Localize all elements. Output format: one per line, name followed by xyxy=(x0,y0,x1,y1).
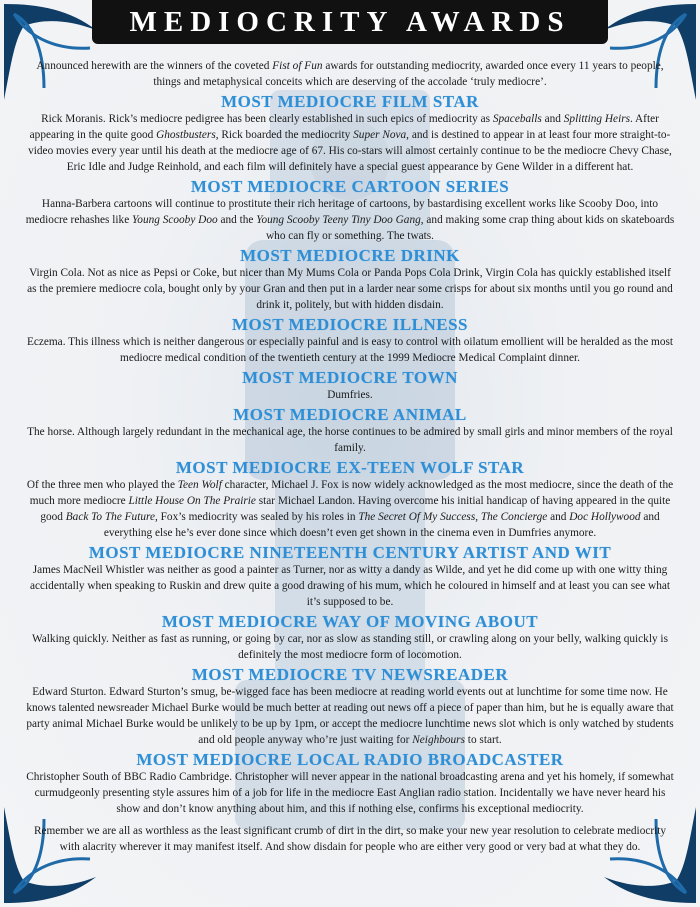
text-run: Dumfries. xyxy=(327,389,373,401)
section-paragraph xyxy=(24,631,676,663)
section-paragraph xyxy=(24,684,676,748)
text-run: Walking quickly. Neither as fast as running, or going by car, nor as slow as standing still, or crawling along on your belly, walking quickly is definitely the most mediocre form of locomotion. xyxy=(32,633,668,661)
text-run: Of the three men who played the xyxy=(26,479,178,491)
text-run: , and is destined to appear in at least four more straight-to-video movies every year until his death at the mediocre age of 67. His co-stars will almost certainly continue to be the mediocre Chevy Chase, Eric Idle and Judge Reinhold, and each film will definitely have a special guest appearance by Gene Wilder in a different hat. xyxy=(28,129,672,173)
section-paragraph xyxy=(24,562,676,610)
section-heading: MOST MEDIOCRE WAY OF MOVING ABOUT xyxy=(161,612,539,631)
text-run: Eczema. This illness which is neither dangerous or especially painful and is easy to control with oilatum emollient will be heralded as the most mediocre medical condition of the twentieth century at the 1999 Mediocre Medical Complaint dinner. xyxy=(26,336,674,364)
section-heading: MOST MEDIOCRE CARTOON SERIES xyxy=(190,177,510,196)
section-heading: MOST MEDIOCRE FILM STAR xyxy=(221,92,479,111)
text-run: Rick Moranis. Rick’s mediocre pedigree has been clearly established in such epics of mediocrity as xyxy=(41,113,493,125)
text-run: , Rick boarded the mediocrity xyxy=(215,129,354,141)
text-run: Edward Sturton. Edward Sturton’s smug, be-wigged face has been mediocre at reading world events out at lunchtime for some time now. He knows talented newsreader Michael Burke would be much better at reading out news off a piece of paper than him, but he is equally aware that party animal Michael Burke would be unlikely to be up by 1pm, or accept the mediocre lunchtime news slot which is only watched by students and old people anyway who’re just waiting for xyxy=(26,686,674,746)
text-run: awards for outstanding mediocrity, awarded once every 11 years to people, things and metaphysical conceits which are deserving of the accolade ‘truly mediocre’. xyxy=(153,60,664,88)
text-run: The horse. Although largely redundant in the mechanical age, the horse continues to be admired by small girls and minor members of the royal family. xyxy=(27,426,673,454)
italic-title: Doc Hollywood xyxy=(569,511,641,523)
text-run: , xyxy=(475,511,481,523)
italic-title: Neighbours xyxy=(412,734,465,746)
closing-paragraph xyxy=(24,823,676,855)
text-run: Christopher South of BBC Radio Cambridge. Christopher will never appear in the national broadcasting arena and yet his homely, if somewhat curmudgeonly presenting style assures him of a job for life in the mediocre East Anglian radio station. Incidentally we have never heard his show and don’t know anything about him, and this if nothing else, confirms his exceptional mediocrity. xyxy=(26,771,674,815)
title-banner xyxy=(92,0,608,44)
italic-title: The Secret Of My Success xyxy=(358,511,476,523)
section-paragraph xyxy=(24,265,676,313)
italic-title: Ghostbusters xyxy=(156,129,216,141)
italic-title: Teen Wolf xyxy=(177,479,222,491)
italic-title: Little House On The Prairie xyxy=(128,495,256,507)
section-paragraph xyxy=(24,334,676,366)
section-paragraph xyxy=(24,111,676,175)
text-run: and xyxy=(547,511,570,523)
article-body xyxy=(24,58,676,855)
section-paragraph xyxy=(24,769,676,817)
text-run: star Michael Landon. Having overcome his initial handicap of having appeared in the quite good xyxy=(40,495,671,523)
text-run: , Fox’s mediocrity was sealed by his roles in xyxy=(154,511,359,523)
italic-title: Spaceballs xyxy=(492,113,542,125)
text-run: and the xyxy=(217,214,257,226)
section-heading: MOST MEDIOCRE TV NEWSREADER xyxy=(191,665,509,684)
text-run: Remember we are all as worthless as the least significant crumb of dirt in the dirt, so make your new year resolution to celebrate mediocrity with alacrity wherever it may manifest itself. And show disdain for people who are either very good or very bad at what they do. xyxy=(33,825,667,853)
text-run: Hanna-Barbera cartoons will continue to prostitute their rich heritage of cartoons, by bastardising excellent works like Scooby Doo, into mediocre rehashes like xyxy=(25,198,659,226)
text-run: and everything else he’s ever done since which doesn’t even get shown in the cinema even in Dumfries anymore. xyxy=(103,511,660,539)
italic-title: Young Scooby Teeny Tiny Doo Gang xyxy=(256,214,421,226)
section-heading: MOST MEDIOCRE ANIMAL xyxy=(233,405,467,424)
italic-title: Back To The Future xyxy=(65,511,155,523)
section-heading: MOST MEDIOCRE LOCAL RADIO BROADCASTER xyxy=(136,750,564,769)
text-run: Virgin Cola. Not as nice as Pepsi or Coke, but nicer than My Mums Cola or Panda Pops Cola Drink, Virgin Cola has quickly established itself as the premiere mediocre cola, bought only by your Gran and then put in a larder near some crisps for about six months until you go round and drink it, politely, but with hidden disdain. xyxy=(27,267,673,311)
section-paragraph xyxy=(24,196,676,244)
text-run: character, Michael J. Fox is now widely acknowledged as the most mediocre, since the death of the much more mediocre xyxy=(29,479,674,507)
section-heading: MOST MEDIOCRE ILLNESS xyxy=(232,315,468,334)
section-heading: MOST MEDIOCRE NINETEENTH CENTURY ARTIST AND WIT xyxy=(88,543,612,562)
text-run: , and making some crap thing about kids on skateboards who can fly or something. The twats. xyxy=(266,214,675,242)
italic-title: Young Scooby Doo xyxy=(132,214,218,226)
italic-title: Super Nova xyxy=(353,129,407,141)
text-run: Announced herewith are the winners of the coveted xyxy=(36,60,273,72)
section-heading: MOST MEDIOCRE DRINK xyxy=(240,246,460,265)
section-paragraph xyxy=(24,387,676,403)
award-sections xyxy=(24,92,676,817)
italic-title: Fist of Fun xyxy=(272,60,323,72)
text-run: and xyxy=(541,113,564,125)
page-title: MEDIOCRITY AWARDS xyxy=(129,5,571,38)
section-paragraph xyxy=(24,477,676,541)
intro-paragraph xyxy=(24,58,676,90)
text-run: to start. xyxy=(464,734,502,746)
italic-title: Splitting Heirs xyxy=(563,113,630,125)
text-run: James MacNeil Whistler was neither as good a painter as Turner, nor as witty a dandy as Wilde, and yet he did come up with one witty thing accidentally when speaking to Ruskin and drew quite a good drawing of his mum, which he coloured in himself and at least you can see what it’s supposed to be. xyxy=(30,564,670,608)
section-heading: MOST MEDIOCRE EX-TEEN WOLF STAR xyxy=(175,458,525,477)
text-run: . After appearing in the quite good xyxy=(29,113,659,141)
section-heading: MOST MEDIOCRE TOWN xyxy=(242,368,458,387)
section-paragraph xyxy=(24,424,676,456)
italic-title: The Concierge xyxy=(480,511,548,523)
